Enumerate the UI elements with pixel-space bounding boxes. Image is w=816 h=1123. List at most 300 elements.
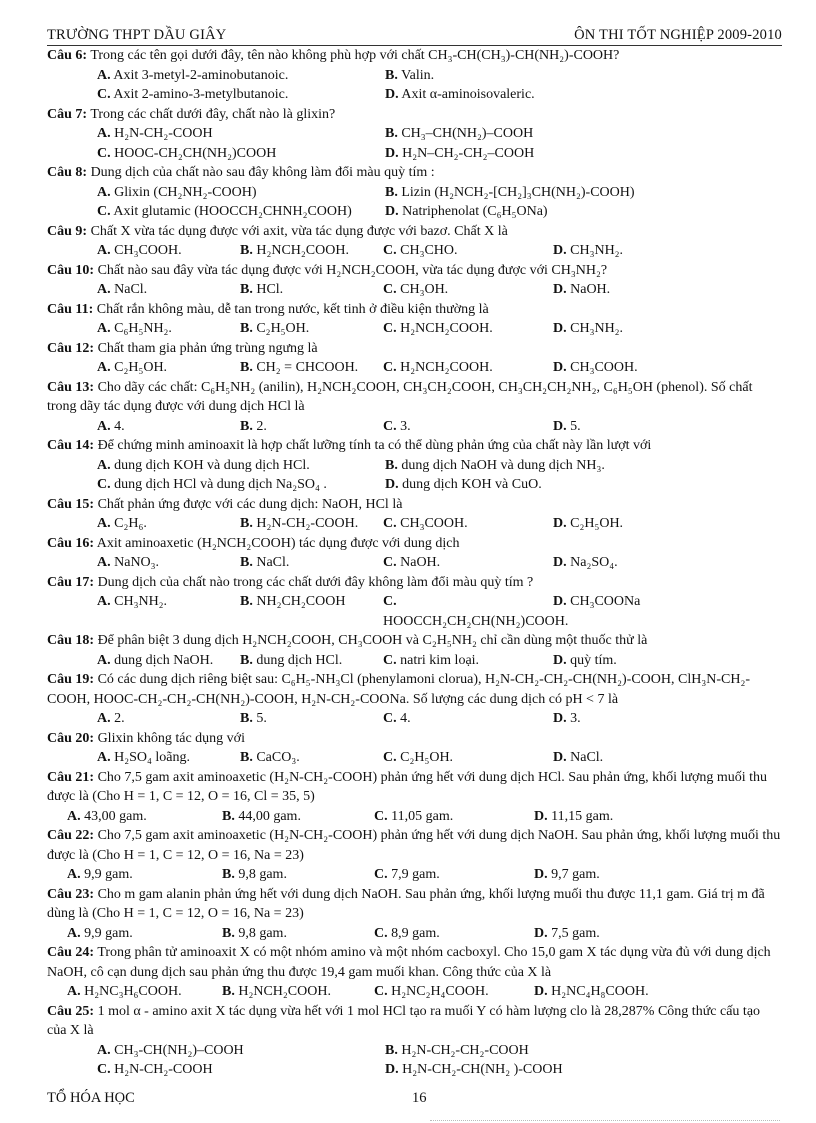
question-body: Dung dịch của chất nào trong các chất dưới đây không làm đổi màu quỳ tím ?: [97, 574, 534, 590]
option-letter: D.: [553, 360, 567, 375]
indent-spacer: [47, 592, 97, 631]
question-text: [47, 826, 782, 865]
option-text: H₂NCH₂COOH.: [238, 984, 331, 999]
question-text: [47, 768, 782, 807]
question-body: Chất nào sau đây vừa tác dụng được với H₂NCH₂COOH, vừa tác dụng được với CH₃NH₂?: [97, 262, 608, 278]
question-text: [47, 631, 782, 651]
answer-options: [47, 709, 782, 729]
option-letter: B.: [385, 457, 398, 473]
option-letter: D.: [534, 867, 548, 882]
answer-option: [385, 183, 782, 203]
indent-spacer: [47, 982, 67, 1002]
indent-spacer: [47, 241, 97, 261]
question-body: Có các dung dịch riêng biệt sau: C₆H₅-NH₃Cl (phenylamoni clorua), H₂N-CH₂-CH₂-CH(NH₂)-COOH, ClH₃N-CH₂-COOH, HOOC-CH₂-CH₂-CH(NH₂)-COOH, H₂N-CH₂-COONa. Số lượng các dung dịch có pH < 7 là: [47, 672, 750, 707]
option-letter: B.: [385, 67, 398, 83]
option-letter: B.: [240, 594, 253, 609]
question-list: [47, 46, 782, 1080]
option-text: H₂SO₄ loãng.: [114, 750, 190, 765]
answer-option: [240, 358, 383, 378]
question-text: [47, 378, 782, 417]
question-block: [47, 436, 782, 495]
option-text: 7,9 gam.: [391, 867, 440, 882]
question-body: Chất rắn không màu, dễ tan trong nước, kết tinh ở điều kiện thường là: [96, 301, 489, 317]
option-text: Lizin (H₂NCH₂-[CH₂]₃CH(NH₂)-COOH): [401, 184, 635, 200]
question-block: [47, 339, 782, 378]
answer-option: [385, 202, 782, 222]
option-letter: B.: [222, 925, 235, 941]
option-text: Natriphenolat (C₆H₅ONa): [402, 204, 548, 219]
indent-spacer: [47, 202, 97, 222]
option-text: dung dịch HCl.: [256, 652, 343, 668]
answer-option: [240, 592, 383, 631]
option-letter: D.: [553, 750, 567, 765]
question-block: [47, 729, 782, 768]
option-letter: B.: [240, 555, 253, 570]
option-text: 7,5 gam.: [551, 925, 600, 941]
page-footer: [47, 1090, 782, 1110]
answer-options: [47, 417, 782, 437]
indent-spacer: [47, 124, 97, 144]
answer-option: [240, 417, 383, 437]
option-letter: A.: [97, 652, 111, 668]
question-body: 1 mol α - amino axit X tác dụng vừa hết với 1 mol HCl tạo ra muối Y có hàm lượng clo là 28,287% Công thức cấu tạo của X là: [47, 1003, 761, 1038]
option-letter: D.: [553, 652, 567, 668]
question-block: [47, 943, 782, 1002]
question-block: [47, 222, 782, 261]
option-letter: A.: [67, 984, 81, 999]
option-text: NaCl.: [256, 555, 290, 570]
option-text: 44,00 gam.: [238, 808, 301, 824]
option-text: 9,9 gam.: [84, 867, 133, 882]
question-text: [47, 943, 782, 982]
option-letter: A.: [67, 867, 81, 882]
option-text: 9,8 gam.: [238, 925, 287, 941]
option-text: CH₃NH₂.: [114, 594, 168, 609]
option-text: C₂H₅OH.: [570, 516, 624, 531]
option-letter: A.: [97, 555, 111, 570]
answer-option: [67, 982, 222, 1002]
answer-option: [97, 1041, 385, 1061]
answer-option: [374, 865, 534, 885]
question-body: Trong các tên gọi dưới đây, tên nào không phù hợp với chất CH₃-CH(CH₃)-CH(NH₂)-COOH?: [90, 48, 620, 63]
question-text: [47, 300, 782, 320]
answer-option: [97, 651, 240, 671]
option-letter: B.: [385, 1042, 398, 1058]
option-text: 5.: [256, 711, 267, 726]
question-number: Câu 21:: [47, 769, 95, 785]
answer-option: [553, 748, 782, 768]
option-letter: C.: [374, 984, 388, 999]
option-text: 9,7 gam.: [551, 867, 600, 882]
answer-option: [222, 807, 374, 827]
option-text: dung dịch NaOH.: [114, 652, 214, 668]
option-text: CH₂ = CHCOOH.: [256, 360, 359, 375]
option-text: H₂N-CH₂-CH₂-COOH: [401, 1042, 529, 1058]
answer-option: [240, 748, 383, 768]
question-body: Axit aminoaxetic (H₂NCH₂COOH) tác dụng được với dung dịch: [96, 535, 460, 551]
indent-spacer: [47, 183, 97, 203]
option-letter: D.: [553, 243, 567, 258]
answer-option: [534, 924, 782, 944]
answer-options: [47, 66, 782, 105]
question-block: [47, 495, 782, 534]
question-block: [47, 573, 782, 632]
answer-option: [67, 807, 222, 827]
option-text: H₂NC₂H₄COOH.: [391, 984, 489, 999]
option-letter: D.: [553, 321, 567, 336]
question-number: Câu 12:: [47, 340, 95, 356]
option-text: C₂H₅OH.: [400, 750, 454, 765]
question-number: Câu 16:: [47, 535, 95, 551]
option-text: 43,00 gam.: [84, 808, 147, 824]
answer-options: [47, 183, 782, 222]
option-letter: A.: [97, 1042, 111, 1058]
option-text: CH₃–CH(NH₂)–COOH: [401, 126, 534, 141]
option-letter: C.: [383, 360, 397, 375]
option-text: Axit 2-amino-3-metylbutanoic.: [113, 87, 289, 102]
indent-spacer: [47, 553, 97, 573]
answer-option: [383, 592, 569, 631]
option-text: C₂H₆.: [114, 516, 147, 531]
option-letter: A.: [67, 808, 81, 824]
option-text: dung dịch KOH và CuO.: [402, 477, 542, 492]
answer-options: [47, 514, 782, 534]
question-number: Câu 10:: [47, 262, 95, 278]
answer-option: [534, 865, 782, 885]
option-text: CH₃COONa: [570, 594, 641, 609]
answer-option: [97, 475, 385, 495]
answer-option: [240, 280, 383, 300]
question-block: [47, 826, 782, 885]
question-text: [47, 222, 782, 242]
option-letter: C.: [97, 145, 111, 161]
question-block: [47, 105, 782, 164]
answer-option: [97, 748, 240, 768]
question-block: [47, 631, 782, 670]
option-text: HCl.: [256, 282, 284, 297]
option-text: CaCO₃.: [256, 750, 300, 765]
answer-option: [97, 358, 240, 378]
indent-spacer: [47, 709, 97, 729]
question-text: [47, 261, 782, 281]
option-letter: A.: [67, 925, 81, 941]
option-text: CH₃OH.: [400, 282, 449, 297]
answer-option: [553, 241, 782, 261]
question-number: Câu 25:: [47, 1003, 95, 1019]
question-number: Câu 24:: [47, 945, 95, 960]
answer-option: [97, 85, 385, 105]
answer-option: [240, 553, 383, 573]
option-letter: C.: [97, 204, 111, 219]
answer-options: [47, 319, 782, 339]
option-text: CH₃CHO.: [400, 243, 458, 258]
question-block: [47, 261, 782, 300]
answer-option: [385, 475, 782, 495]
indent-spacer: [47, 417, 97, 437]
department-name: TỔ HÓA HỌC: [47, 1090, 135, 1106]
option-text: H₂N–CH₂-CH₂–COOH: [402, 145, 535, 161]
option-letter: D.: [553, 418, 567, 434]
option-letter: A.: [97, 67, 111, 83]
option-letter: C.: [374, 867, 388, 882]
option-text: Glixin (CH₂NH₂-COOH): [114, 184, 257, 200]
indent-spacer: [47, 144, 97, 164]
question-number: Câu 19:: [47, 672, 95, 687]
option-letter: A.: [97, 126, 111, 141]
option-letter: D.: [553, 555, 567, 570]
answer-option: [97, 124, 385, 144]
option-text: 9,9 gam.: [84, 925, 133, 941]
answer-option: [383, 358, 553, 378]
option-letter: D.: [534, 984, 548, 999]
question-number: Câu 17:: [47, 574, 95, 590]
answer-option: [67, 924, 222, 944]
answer-option: [553, 553, 782, 573]
option-text: H₂NC₄H₈COOH.: [551, 984, 649, 999]
option-letter: B.: [240, 282, 253, 297]
option-letter: B.: [240, 360, 253, 375]
option-text: NaOH.: [400, 555, 441, 570]
answer-option: [240, 651, 383, 671]
question-body: Chất X vừa tác dụng được với axit, vừa tác dụng được với bazơ. Chất X là: [90, 223, 508, 239]
option-text: H₂N-CH₂-COOH: [114, 1062, 213, 1077]
indent-spacer: [47, 1060, 97, 1080]
option-text: H₂NCH₂COOH.: [400, 360, 493, 375]
question-number: Câu 7:: [47, 106, 88, 122]
option-letter: B.: [240, 711, 253, 726]
option-letter: B.: [385, 184, 398, 200]
answer-option: [383, 417, 553, 437]
option-letter: D.: [553, 594, 567, 609]
option-text: NaCl.: [570, 750, 604, 765]
question-body: Cho m gam alanin phản ứng hết với dung dịch NaOH. Sau phản ứng, khối lượng muối thu được 11,1 gam. Giá trị m đã dùng là (Cho H = 1, C = 12, O = 16, Na = 23): [47, 886, 765, 921]
question-block: [47, 46, 782, 105]
answer-option: [240, 709, 383, 729]
answer-option: [97, 456, 385, 476]
exam-title: ÔN THI TỐT NGHIỆP 2009-2010: [574, 27, 782, 43]
question-text: [47, 885, 782, 924]
option-letter: D.: [534, 808, 548, 824]
question-body: Cho 7,5 gam axit aminoaxetic (H₂N-CH₂-COOH) phản ứng hết với dung dịch NaOH. Sau phản ứng, khối lượng muối thu được là (Cho H = 1, C = 12, O = 16, Na = 23): [47, 828, 781, 863]
option-letter: C.: [383, 555, 397, 570]
option-letter: C.: [97, 477, 111, 492]
option-letter: A.: [97, 418, 111, 434]
question-number: Câu 9:: [47, 223, 88, 239]
answer-option: [385, 456, 782, 476]
answer-option: [97, 241, 240, 261]
question-block: [47, 768, 782, 827]
question-text: [47, 573, 782, 593]
answer-option: [553, 280, 782, 300]
answer-option: [222, 924, 374, 944]
question-text: [47, 670, 782, 709]
question-text: [47, 436, 782, 456]
answer-option: [553, 319, 782, 339]
question-text: [47, 105, 782, 125]
option-letter: A.: [97, 711, 111, 726]
option-text: H₂NCH₂COOH.: [256, 243, 349, 258]
answer-options: [47, 280, 782, 300]
option-letter: D.: [553, 711, 567, 726]
question-body: Chất tham gia phản ứng trùng ngưng là: [97, 340, 318, 356]
answer-options: [47, 592, 782, 631]
option-letter: B.: [240, 321, 253, 336]
question-body: Cho 7,5 gam axit aminoaxetic (H₂N-CH₂-COOH) phản ứng hết với dung dịch HCl. Sau phản ứng, khối lượng muối thu được là (Cho H = 1, C = 12, O = 16, Cl = 35, 5): [47, 769, 768, 804]
question-text: [47, 729, 782, 749]
question-number: Câu 8:: [47, 165, 88, 180]
indent-spacer: [47, 924, 67, 944]
option-text: 2.: [114, 711, 125, 726]
option-text: 2.: [256, 418, 267, 434]
answer-option: [553, 592, 782, 631]
answer-options: [47, 748, 782, 768]
option-letter: A.: [97, 594, 111, 609]
answer-options: [47, 124, 782, 163]
option-letter: A.: [97, 184, 111, 200]
indent-spacer: [47, 280, 97, 300]
answer-option: [97, 592, 240, 631]
answer-option: [97, 514, 240, 534]
option-letter: A.: [97, 750, 111, 765]
indent-spacer: [47, 319, 97, 339]
option-letter: B.: [240, 652, 253, 668]
option-letter: A.: [97, 516, 111, 531]
option-letter: D.: [553, 282, 567, 297]
answer-options: [47, 865, 782, 885]
option-letter: B.: [240, 516, 253, 531]
question-body: Chất phản ứng được với các dung dịch: NaOH, HCl là: [97, 496, 403, 512]
page-number: 16: [412, 1090, 427, 1106]
answer-option: [240, 514, 383, 534]
option-letter: A.: [97, 282, 111, 297]
option-text: CH₃COOH.: [400, 516, 468, 531]
answer-options: [47, 456, 782, 495]
question-block: [47, 670, 782, 729]
option-letter: B.: [385, 126, 398, 141]
option-letter: D.: [385, 87, 399, 102]
question-number: Câu 6:: [47, 48, 88, 63]
option-text: CH₃COOH.: [114, 243, 182, 258]
answer-options: [47, 1041, 782, 1080]
question-number: Câu 18:: [47, 633, 95, 648]
option-text: dung dịch HCl và dung dịch Na₂SO₄ .: [114, 477, 327, 492]
answer-option: [385, 1060, 782, 1080]
option-text: H₂N-CH₂-COOH: [114, 126, 213, 141]
option-letter: B.: [240, 418, 253, 434]
answer-option: [97, 1060, 385, 1080]
option-letter: C.: [97, 87, 111, 102]
answer-option: [97, 144, 385, 164]
answer-option: [222, 982, 374, 1002]
option-letter: A.: [97, 321, 111, 336]
answer-option: [374, 807, 534, 827]
option-text: dung dịch KOH và dung dịch HCl.: [114, 457, 310, 473]
option-text: C₆H₅NH₂.: [114, 321, 172, 336]
question-text: [47, 46, 782, 66]
answer-option: [383, 651, 553, 671]
option-text: HOOCCH₂CH₂CH(NH₂)COOH.: [383, 613, 569, 629]
question-block: [47, 378, 782, 437]
answer-option: [385, 124, 782, 144]
option-letter: B.: [240, 243, 253, 258]
answer-option: [385, 66, 782, 86]
question-number: Câu 23:: [47, 886, 95, 902]
answer-option: [383, 241, 553, 261]
option-text: 3.: [570, 711, 581, 726]
answer-option: [383, 514, 553, 534]
question-body: Trong phân tử aminoaxit X có một nhóm amino và một nhóm cacboxyl. Cho 15,0 gam X tác dụng vừa đủ với dung dịch NaOH, cô cạn dung dịch sau phản ứng thu được 19,4 gam muối khan. Công thức của X là: [47, 945, 771, 980]
option-text: 9,8 gam.: [238, 867, 287, 882]
answer-option: [553, 417, 782, 437]
option-letter: A.: [97, 360, 111, 375]
option-text: Axit 3-metyl-2-aminobutanoic.: [113, 67, 289, 83]
option-text: quỳ tím.: [570, 652, 617, 668]
answer-option: [97, 202, 385, 222]
indent-spacer: [47, 1041, 97, 1061]
answer-option: [534, 982, 782, 1002]
option-text: NaNO₃.: [114, 555, 160, 570]
option-letter: A.: [97, 243, 111, 258]
answer-option: [240, 241, 383, 261]
answer-option: [222, 865, 374, 885]
option-text: Axit α-aminoisovaleric.: [401, 87, 535, 102]
answer-options: [47, 982, 782, 1002]
option-text: Valin.: [401, 67, 435, 83]
answer-option: [383, 553, 553, 573]
question-number: Câu 15:: [47, 496, 95, 512]
option-text: CH₃NH₂.: [570, 321, 624, 336]
option-letter: B.: [222, 808, 235, 824]
option-letter: A.: [97, 457, 111, 473]
option-letter: C.: [383, 418, 397, 434]
answer-option: [553, 358, 782, 378]
answer-option: [383, 709, 553, 729]
option-letter: C.: [97, 1062, 111, 1077]
answer-option: [97, 66, 385, 86]
option-letter: D.: [385, 145, 399, 161]
indent-spacer: [47, 456, 97, 476]
question-block: [47, 885, 782, 944]
page-content: [47, 26, 782, 1080]
question-body: Glixin không tác dụng với: [97, 730, 245, 746]
answer-options: [47, 807, 782, 827]
option-text: CH₃NH₂.: [570, 243, 624, 258]
answer-option: [385, 1041, 782, 1061]
answer-option: [385, 144, 782, 164]
question-body: Dung dịch của chất nào sau đây không làm đổi màu quỳ tím :: [90, 165, 435, 180]
answer-options: [47, 358, 782, 378]
answer-option: [553, 709, 782, 729]
indent-spacer: [47, 651, 97, 671]
option-letter: C.: [383, 282, 397, 297]
indent-spacer: [47, 807, 67, 827]
option-text: 5.: [570, 418, 581, 434]
option-letter: C.: [383, 243, 397, 258]
option-letter: C.: [374, 808, 388, 824]
option-letter: B.: [240, 750, 253, 765]
answer-option: [97, 553, 240, 573]
answer-option: [385, 85, 782, 105]
question-number: Câu 13:: [47, 379, 95, 395]
question-text: [47, 339, 782, 359]
question-number: Câu 22:: [47, 828, 95, 843]
indent-spacer: [47, 748, 97, 768]
option-text: 4.: [400, 711, 411, 726]
question-body: Để chứng minh aminoaxit là hợp chất lưỡng tính ta có thể dùng phản ứng của chất này lần lượt với: [97, 438, 652, 453]
option-text: Na₂SO₄.: [570, 555, 618, 570]
option-text: dung dịch NaOH và dung dịch NH₃.: [401, 457, 605, 473]
answer-option: [553, 514, 782, 534]
